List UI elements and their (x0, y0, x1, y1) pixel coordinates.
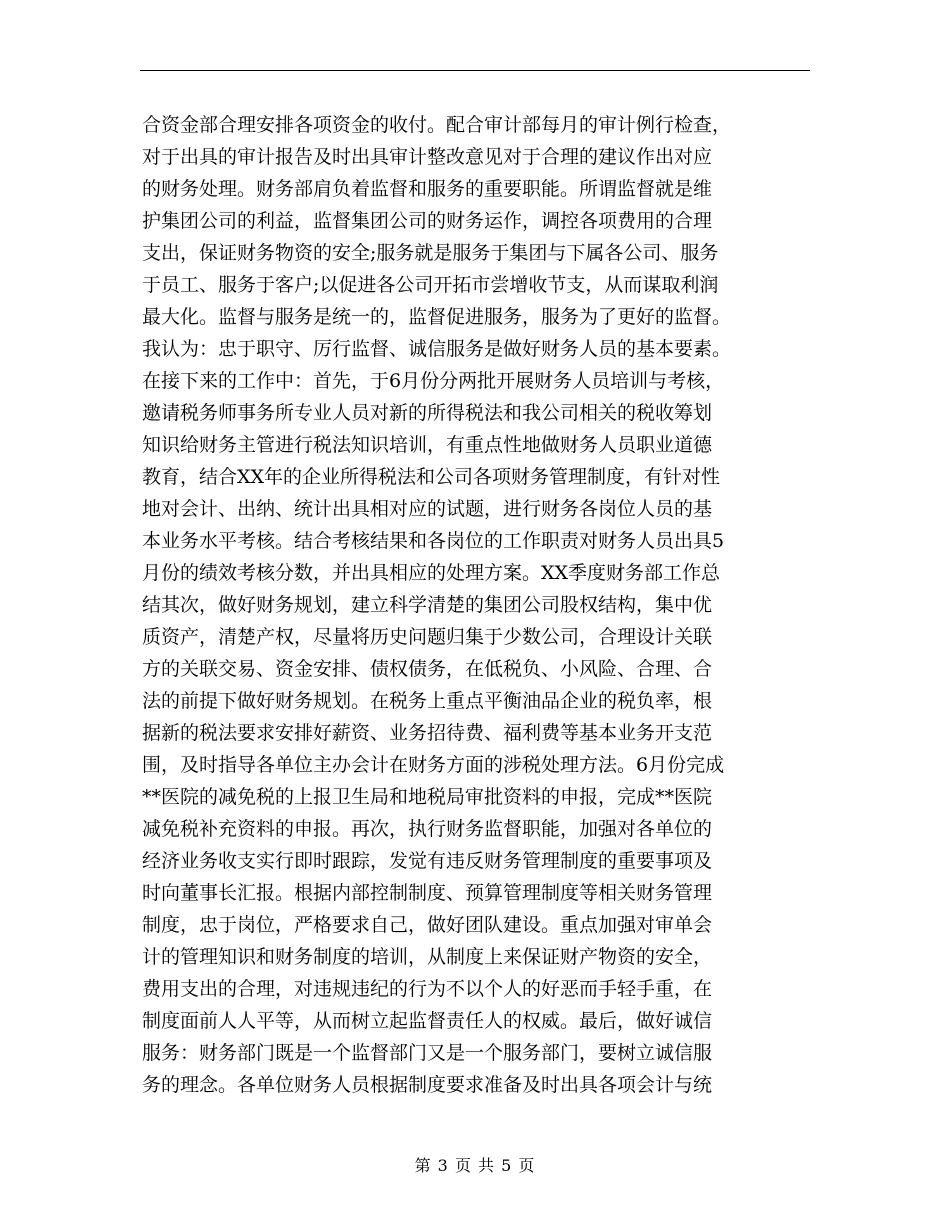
text-line: 制度面前人人平等，从而树立起监督责任人的权威。最后，做好诚信 (142, 1010, 713, 1032)
text-line: 教育，结合XX年的企业所得税法和公司各项财务管理制度，有针对性 (142, 466, 721, 488)
text-line: 结其次，做好财务规划，建立科学清楚的集团公司股权结构，集中优 (142, 594, 713, 616)
header-rule (140, 70, 810, 71)
text-line: 邀请税务师事务所专业人员对新的所得税法和我公司相关的税收筹划 (142, 402, 713, 424)
text-line: **医院的减免税的上报卫生局和地税局审批资料的申报，完成**医院 (142, 786, 713, 808)
text-line: 护集团公司的利益，监督集团公司的财务运作，调控各项费用的合理 (142, 210, 713, 232)
text-line: 质资产，清楚产权，尽量将历史问题归集于少数公司，合理设计关联 (142, 626, 713, 648)
text-line: 在接下来的工作中：首先，于6月份分两批开展财务人员培训与考核， (142, 370, 725, 392)
page-number-footer: 第 3 页 共 5 页 (414, 1156, 536, 1175)
text-line: 对于出具的审计报告及时出具审计整改意见对于合理的建议作出对应 (142, 146, 713, 168)
text-line: 据新的税法要求安排好薪资、业务招待费、福利费等基本业务开支范 (142, 722, 713, 744)
text-line: 合资金部合理安排各项资金的收付。配合审计部每月的审计例行检查， (142, 114, 732, 136)
text-line: 时向董事长汇报。根据内部控制制度、预算管理制度等相关财务管理 (142, 882, 713, 904)
text-line: 经济业务收支实行即时跟踪，发觉有违反财务管理制度的重要事项及 (142, 850, 713, 872)
text-line: 我认为：忠于职守、厉行监督、诚信服务是做好财务人员的基本要素。 (142, 338, 732, 360)
text-line: 务的理念。各单位财务人员根据制度要求准备及时出具各项会计与统 (142, 1074, 713, 1096)
body-text (142, 109, 810, 1101)
text-line: 制度，忠于岗位，严格要求自己，做好团队建设。重点加强对审单会 (142, 914, 713, 936)
text-line: 知识给财务主管进行税法知识培训，有重点性地做财务人员职业道德 (142, 434, 713, 456)
text-line: 减免税补充资料的申报。再次，执行财务监督职能，加强对各单位的 (142, 818, 713, 840)
text-line: 于员工、服务于客户;以促进各公司开拓市尝增收节支，从而谋取利润 (142, 274, 719, 296)
text-line: 服务：财务部门既是一个监督部门又是一个服务部门，要树立诚信服 (142, 1042, 713, 1064)
text-line: 方的关联交易、资金安排、债权债务，在低税负、小风险、合理、合 (142, 658, 713, 680)
text-line: 法的前提下做好财务规划。在税务上重点平衡油品企业的税负率，根 (142, 690, 713, 712)
text-line: 最大化。监督与服务是统一的，监督促进服务，服务为了更好的监督。 (142, 306, 732, 328)
text-line: 支出，保证财务物资的安全;服务就是服务于集团与下属各公司、服务 (142, 242, 719, 264)
text-line: 地对会计、出纳、统计出具相对应的试题，进行财务各岗位人员的基 (142, 498, 713, 520)
text-line: 月份的绩效考核分数，并出具相应的处理方案。XX季度财务部工作总 (142, 562, 721, 584)
text-line: 围，及时指导各单位主办会计在财务方面的涉税处理方法。6月份完成 (142, 754, 725, 776)
text-line: 费用支出的合理，对违规违纪的行为不以个人的好恶而手轻手重，在 (142, 978, 713, 1000)
text-line: 计的管理知识和财务制度的培训，从制度上来保证财产物资的安全， (142, 946, 713, 968)
text-line: 的财务处理。财务部肩负着监督和服务的重要职能。所谓监督就是维 (142, 178, 713, 200)
text-line: 本业务水平考核。结合考核结果和各岗位的工作职责对财务人员出具5 (142, 530, 725, 552)
